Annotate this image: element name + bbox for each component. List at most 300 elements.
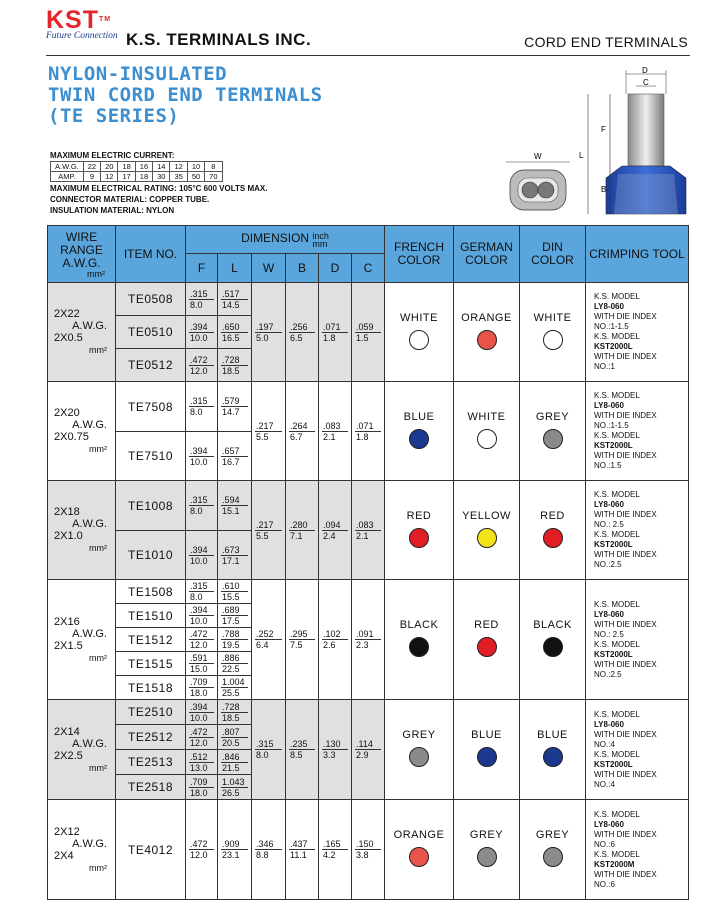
dim-w-inch: .315 <box>256 739 274 749</box>
page-title <box>48 64 323 127</box>
wire-awg-label: A.W.G. <box>72 320 107 332</box>
crimping-tool-line: LY8-060 <box>594 609 624 619</box>
din-color-cell <box>520 481 586 580</box>
german-color-swatch <box>477 637 497 657</box>
wire-mm-unit: mm² <box>89 652 107 663</box>
dim-w-inch: .346 <box>256 839 274 849</box>
dim-l <box>218 349 252 382</box>
logo-text: KST <box>46 6 99 34</box>
dim-f <box>186 800 218 900</box>
dim-w-mm: 6.4 <box>255 639 282 650</box>
dim-l <box>218 775 252 800</box>
dim-d <box>319 580 352 700</box>
dim-l <box>218 382 252 432</box>
dim-d-inch: .094 <box>323 519 341 530</box>
crimping-tool-line: NO.:4 <box>594 739 615 749</box>
header-german-color: GERMAN COLOR <box>454 226 520 283</box>
wire-mm-value: 2X0.75 <box>54 431 89 443</box>
specifications <box>50 150 267 216</box>
crimping-tool-cell <box>586 580 689 700</box>
header-c: C <box>352 254 385 283</box>
din-color-label: BLUE <box>537 729 568 741</box>
dim-d <box>319 800 352 900</box>
wire-mm-unit: mm² <box>89 762 107 773</box>
crimping-tool-line: WITH DIE INDEX <box>594 769 657 779</box>
dim-b-inch: .264 <box>290 420 308 431</box>
german-color-swatch <box>477 429 497 449</box>
french-color-cell <box>385 382 454 481</box>
rating-text: MAXIMUM ELECTRICAL RATING: 105°C 600 VOLTS MAX. <box>50 184 268 193</box>
dim-l-inch: .610 <box>222 581 240 591</box>
item-number: TE0512 <box>116 349 186 382</box>
header-divider <box>46 55 690 56</box>
crimping-tool-line: NO.: 2.5 <box>594 629 624 639</box>
dim-l-mm: 18.5 <box>221 365 248 376</box>
dim-l <box>218 676 252 700</box>
crimping-tool-line: LY8-060 <box>594 819 624 829</box>
company-logo <box>46 7 118 41</box>
dim-w-inch: .197 <box>256 321 274 332</box>
wire-range-cell <box>48 382 116 481</box>
wire-awg-value: 2X12 <box>54 825 80 838</box>
french-color-label: ORANGE <box>393 829 445 841</box>
german-color-label: RED <box>474 619 499 631</box>
header-l: L <box>218 254 252 283</box>
din-color-cell <box>520 283 586 382</box>
dim-w-inch: .252 <box>256 629 274 639</box>
wire-awg-value: 2X18 <box>54 506 80 518</box>
dim-c-mm: 1.5 <box>355 332 381 343</box>
dim-f <box>186 316 218 349</box>
dim-l <box>218 652 252 676</box>
dim-l-inch: .594 <box>222 495 240 505</box>
dim-c-inch: .114 <box>356 739 373 749</box>
crimping-tool-cell <box>586 700 689 800</box>
dim-l-mm: 26.5 <box>221 787 248 798</box>
crimping-tool-line: K.S. MODEL <box>594 431 640 440</box>
dim-f <box>186 775 218 800</box>
dim-b-mm: 7.1 <box>289 530 315 541</box>
dim-l-inch: .728 <box>222 354 240 365</box>
crimping-tool-line: WITH DIE INDEX <box>594 829 657 839</box>
amp-label: AMP. <box>51 172 84 182</box>
dim-w <box>252 283 286 382</box>
dim-b <box>286 580 319 700</box>
wire-awg-value: 2X16 <box>54 615 80 628</box>
dim-f-mm: 12.0 <box>189 639 214 650</box>
dim-c <box>352 800 385 900</box>
dim-c-mm: 3.8 <box>355 849 381 860</box>
french-color-label: RED <box>406 509 432 522</box>
amp-value: 18 <box>135 172 152 182</box>
header-wire-range: WIRE RANGE A.W.G. mm² <box>48 226 116 283</box>
crimping-tool-line: K.S. MODEL <box>594 639 640 649</box>
crimping-tool-line: K.S. MODEL <box>594 809 640 819</box>
dim-l-mm: 19.5 <box>221 639 248 650</box>
crimping-tool-line: KST2000M <box>594 859 635 869</box>
dim-l-inch: .657 <box>222 445 240 456</box>
dim-c-inch: .059 <box>356 321 374 332</box>
crimping-tool-line: LY8-060 <box>594 500 624 509</box>
dim-l <box>218 700 252 725</box>
din-color-swatch <box>543 330 563 350</box>
item-number: TE2510 <box>116 700 186 725</box>
awg-value: 22 <box>83 162 100 172</box>
dim-b-mm: 8.5 <box>289 749 315 760</box>
german-color-cell <box>454 382 520 481</box>
item-number: TE1508 <box>116 580 186 604</box>
din-color-label: GREY <box>535 410 570 423</box>
table-row <box>48 481 689 531</box>
dim-l-inch: .673 <box>222 544 240 555</box>
wire-range-cell <box>48 700 116 800</box>
din-color-swatch <box>543 528 563 548</box>
header-dimension: DIMENSION inch mm <box>186 226 385 254</box>
table-row <box>48 700 689 725</box>
crimping-tool-line: K.S. MODEL <box>594 332 640 341</box>
current-table <box>50 161 223 182</box>
dim-l-mm: 22.5 <box>221 663 248 674</box>
dim-f-mm: 10.0 <box>189 555 214 566</box>
dim-f-inch: .709 <box>190 677 208 687</box>
crimping-tool-line: LY8-060 <box>594 401 624 410</box>
dim-b-mm: 6.5 <box>289 332 315 343</box>
amp-value: 35 <box>170 172 187 182</box>
dim-f-inch: .394 <box>190 445 208 456</box>
dim-d <box>319 382 352 481</box>
header-f: F <box>186 254 218 283</box>
dim-label-d: D <box>642 66 648 75</box>
crimping-tool-line: LY8-060 <box>594 719 624 729</box>
wire-awg-label: A.W.G. <box>72 737 107 750</box>
item-number: TE1008 <box>116 481 186 531</box>
german-color-label: BLUE <box>471 729 502 741</box>
dim-d-inch: .165 <box>323 839 341 849</box>
french-color-cell <box>385 580 454 700</box>
dim-l <box>218 628 252 652</box>
dim-f-mm: 10.0 <box>189 712 214 723</box>
french-color-cell <box>385 283 454 382</box>
french-color-swatch <box>409 847 429 867</box>
dim-l-inch: .846 <box>222 751 240 762</box>
title-line-2: TWIN CORD END TERMINALS <box>48 84 323 106</box>
din-color-swatch <box>543 747 563 767</box>
item-number: TE1515 <box>116 652 186 676</box>
dim-l-inch: .689 <box>222 605 240 615</box>
wire-mm-value: 2X4 <box>54 849 74 862</box>
dim-l <box>218 725 252 750</box>
item-number: TE7510 <box>116 432 186 481</box>
german-color-swatch <box>477 330 497 350</box>
crimping-tool-line: NO.: 2.5 <box>594 520 624 529</box>
dim-d-inch: .071 <box>323 321 341 332</box>
german-color-label: GREY <box>469 829 504 841</box>
crimping-tool-line: K.S. MODEL <box>594 391 640 400</box>
amp-value: 17 <box>118 172 135 182</box>
dim-f-mm: 12.0 <box>189 365 214 376</box>
crimping-tool-line: K.S. MODEL <box>594 749 640 759</box>
french-color-cell <box>385 481 454 580</box>
dim-b-inch: .235 <box>290 739 308 749</box>
awg-value: 14 <box>153 162 170 172</box>
dim-d-mm: 2.6 <box>322 639 348 650</box>
dim-f-inch: .472 <box>190 839 208 849</box>
crimping-tool-line: K.S. MODEL <box>594 530 640 539</box>
dim-l <box>218 316 252 349</box>
french-color-cell <box>385 800 454 900</box>
title-line-1: NYLON-INSULATED <box>48 63 228 85</box>
french-color-label: WHITE <box>400 311 438 324</box>
dim-c <box>352 481 385 580</box>
dim-c <box>352 580 385 700</box>
din-color-swatch <box>543 429 563 449</box>
crimping-tool-line: NO.:6 <box>594 879 615 889</box>
dim-c <box>352 283 385 382</box>
company-name: K.S. TERMINALS INC. <box>126 30 312 49</box>
amp-value: 50 <box>187 172 204 182</box>
dim-f-inch: .472 <box>190 354 208 365</box>
german-color-swatch <box>477 528 497 548</box>
crimping-tool-line: NO.:1.5 <box>594 461 622 470</box>
awg-value: 8 <box>205 162 222 172</box>
dim-w-mm: 8.0 <box>255 749 282 760</box>
wire-mm-value: 2X0.5 <box>54 332 83 344</box>
dim-label-c: C <box>643 78 649 87</box>
french-color-swatch <box>409 429 429 449</box>
dim-f-mm: 8.0 <box>189 591 214 602</box>
dim-c-inch: .083 <box>356 519 374 530</box>
crimping-tool-cell <box>586 800 689 900</box>
dim-b <box>286 800 319 900</box>
item-number: TE0508 <box>116 283 186 316</box>
dim-c-mm: 2.3 <box>355 639 381 650</box>
dim-w-mm: 8.8 <box>255 849 282 860</box>
wire-mm-unit: mm² <box>89 444 107 454</box>
dim-b-mm: 11.1 <box>289 849 315 860</box>
logo-tagline: Future Connection <box>46 31 118 41</box>
current-label: MAXIMUM ELECTRIC CURRENT: <box>50 151 175 160</box>
wire-awg-label: A.W.G. <box>72 837 107 850</box>
french-color-label: GREY <box>402 729 436 741</box>
product-table <box>47 225 689 900</box>
dim-b-inch: .280 <box>290 519 308 530</box>
catalog-category: CORD END TERMINALS <box>524 34 688 50</box>
crimping-tool-line: K.S. MODEL <box>594 709 640 719</box>
dim-f-inch: .394 <box>190 544 208 555</box>
dim-w <box>252 800 286 900</box>
crimping-tool-line: K.S. MODEL <box>594 849 640 859</box>
dim-d <box>319 700 352 800</box>
dim-f <box>186 604 218 628</box>
item-number: TE2513 <box>116 750 186 775</box>
item-number: TE0510 <box>116 316 186 349</box>
dim-b-mm: 7.5 <box>289 639 315 650</box>
french-color-label: BLUE <box>403 410 435 423</box>
crimping-tool-line: K.S. MODEL <box>594 599 640 609</box>
header-b: B <box>286 254 319 283</box>
header-din-color: DIN COLOR <box>520 226 586 283</box>
terminal-tube-shape <box>628 94 664 166</box>
dim-l-inch: .579 <box>222 396 240 406</box>
french-color-swatch <box>409 330 429 350</box>
dim-l-mm: 17.1 <box>221 555 248 566</box>
dim-d-mm: 1.8 <box>322 332 348 343</box>
dim-c-inch: .091 <box>356 629 374 639</box>
dim-b-inch: .437 <box>290 839 308 849</box>
dim-l-mm: 23.1 <box>221 849 248 860</box>
dim-f-inch: .709 <box>190 776 208 787</box>
dim-f-mm: 8.0 <box>189 505 214 516</box>
crimping-tool-line: WITH DIE INDEX <box>594 411 657 420</box>
dim-c-mm: 1.8 <box>355 431 381 442</box>
dim-f-mm: 10.0 <box>189 615 214 626</box>
crimping-tool-cell <box>586 481 689 580</box>
dim-f <box>186 700 218 725</box>
header-item-no: ITEM NO. <box>116 226 186 283</box>
crimping-tool-line: LY8-060 <box>594 302 624 311</box>
dim-f <box>186 382 218 432</box>
dim-d <box>319 283 352 382</box>
dim-w <box>252 700 286 800</box>
wire-awg-label: A.W.G. <box>72 627 107 640</box>
dim-w <box>252 580 286 700</box>
din-color-label: RED <box>540 509 565 522</box>
dim-l-mm: 15.5 <box>221 591 248 602</box>
dim-f <box>186 750 218 775</box>
dim-b <box>286 283 319 382</box>
crimping-tool-line: KST2000L <box>594 540 633 549</box>
conductor-text: CONNECTOR MATERIAL: COPPER TUBE. <box>50 195 210 204</box>
din-color-cell <box>520 382 586 481</box>
wire-mm-unit: mm² <box>89 543 107 553</box>
crimping-tool-line: NO.:2.5 <box>594 560 622 569</box>
awg-value: 16 <box>135 162 152 172</box>
wire-awg-value: 2X14 <box>54 725 80 738</box>
dim-l-inch: .650 <box>222 321 240 332</box>
dim-b <box>286 700 319 800</box>
logo-trademark: TM <box>99 16 112 23</box>
dim-l-inch: .728 <box>222 701 240 712</box>
din-color-swatch <box>543 847 563 867</box>
dim-f-mm: 13.0 <box>189 762 214 773</box>
amp-value: 30 <box>153 172 170 182</box>
crimping-tool-line: WITH DIE INDEX <box>594 510 657 519</box>
dim-d-inch: .083 <box>323 420 341 431</box>
dim-f <box>186 652 218 676</box>
dim-f-inch: .591 <box>190 653 208 663</box>
awg-row <box>51 162 223 172</box>
dim-d-inch: .130 <box>323 739 341 749</box>
item-number: TE1518 <box>116 676 186 700</box>
dim-label-b: B <box>601 185 607 194</box>
wire-mm-unit: mm² <box>89 345 107 355</box>
wire-awg-value: 2X20 <box>54 407 80 419</box>
crimping-tool-line: WITH DIE INDEX <box>594 619 657 629</box>
german-color-swatch <box>477 747 497 767</box>
dim-c <box>352 700 385 800</box>
item-number: TE1512 <box>116 628 186 652</box>
awg-value: 20 <box>101 162 118 172</box>
crimping-tool-line: WITH DIE INDEX <box>594 451 657 460</box>
dim-c-mm: 2.1 <box>355 530 381 541</box>
dim-d-mm: 2.4 <box>322 530 348 541</box>
amp-value: 70 <box>205 172 222 182</box>
dim-b <box>286 481 319 580</box>
crimping-tool-line: KST2000L <box>594 649 633 659</box>
crimping-tool-line: WITH DIE INDEX <box>594 729 657 739</box>
crimping-tool-line: WITH DIE INDEX <box>594 550 657 559</box>
crimping-tool-line: KST2000L <box>594 759 633 769</box>
crimping-tool-line: KST2000L <box>594 441 633 450</box>
dim-l-inch: .886 <box>222 653 240 663</box>
header-crimping-tool: CRIMPING TOOL <box>586 226 689 283</box>
dim-l-mm: 16.5 <box>221 332 248 343</box>
dim-l-inch: .517 <box>222 288 240 299</box>
din-color-cell <box>520 700 586 800</box>
dim-c <box>352 382 385 481</box>
dim-f <box>186 580 218 604</box>
wire-awg-label: A.W.G. <box>72 518 107 530</box>
dim-l <box>218 531 252 580</box>
awg-value: 10 <box>187 162 204 172</box>
dim-f-inch: .472 <box>190 629 208 639</box>
dim-f-mm: 12.0 <box>189 849 214 860</box>
dim-b-inch: .256 <box>290 321 308 332</box>
dim-f-mm: 8.0 <box>189 406 214 417</box>
dim-f-inch: .315 <box>190 396 208 406</box>
crimping-tool-line: NO.:2.5 <box>594 669 622 679</box>
dim-f-inch: .394 <box>190 605 208 615</box>
wire-mm-unit: mm² <box>89 862 107 873</box>
dim-l-mm: 25.5 <box>221 687 248 698</box>
wire-mm-value: 2X2.5 <box>54 749 83 762</box>
dim-d-mm: 2.1 <box>322 431 348 442</box>
dim-f <box>186 676 218 700</box>
din-color-cell <box>520 800 586 900</box>
dim-l <box>218 800 252 900</box>
dim-l <box>218 481 252 531</box>
table-row <box>48 800 689 900</box>
crimping-tool-cell <box>586 382 689 481</box>
dim-l <box>218 604 252 628</box>
din-color-swatch <box>543 637 563 657</box>
dim-l-inch: 1.043 <box>222 776 245 787</box>
dim-l-inch: .807 <box>222 726 240 737</box>
dim-f <box>186 349 218 382</box>
dim-l-mm: 20.5 <box>221 737 248 748</box>
din-color-label: BLACK <box>533 619 572 631</box>
dim-c-mm: 2.9 <box>355 749 381 760</box>
wire-awg-label: A.W.G. <box>72 419 107 431</box>
dim-f <box>186 432 218 481</box>
amp-value: 12 <box>101 172 118 182</box>
german-color-cell <box>454 283 520 382</box>
dim-f <box>186 531 218 580</box>
wire-range-cell <box>48 481 116 580</box>
wire-mm-value: 2X1.5 <box>54 639 83 652</box>
item-number: TE2518 <box>116 775 186 800</box>
wire-range-cell <box>48 580 116 700</box>
crimping-tool-line: WITH DIE INDEX <box>594 869 657 879</box>
title-line-3: (TE SERIES) <box>48 105 180 127</box>
crimping-tool-line: KST2000L <box>594 342 633 351</box>
german-color-swatch <box>477 847 497 867</box>
dim-w-mm: 5.5 <box>255 530 282 541</box>
dim-f-mm: 18.0 <box>189 787 214 798</box>
crimping-tool-line: WITH DIE INDEX <box>594 352 657 361</box>
crimping-tool-line: NO.:1-1.5 <box>594 421 629 430</box>
header-w: W <box>252 254 286 283</box>
